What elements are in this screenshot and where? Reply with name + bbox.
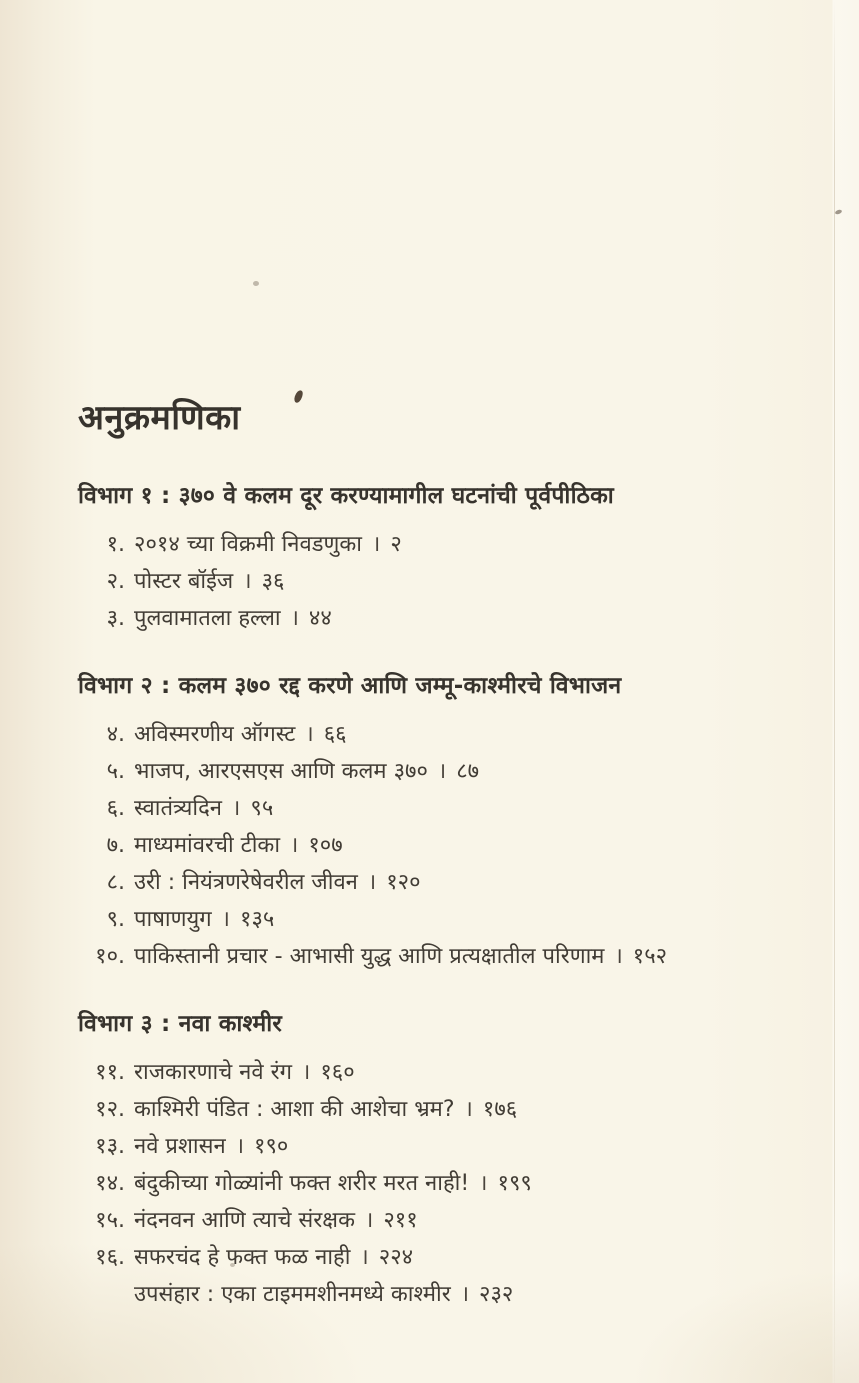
section-heading: विभाग ३ : नवा काश्मीर	[78, 1010, 283, 1037]
danda-separator: ।	[464, 1096, 473, 1122]
toc-row	[78, 526, 788, 563]
item-title: पुलवामातला हल्ला	[134, 605, 281, 631]
item-title: नवे प्रशासन	[134, 1133, 226, 1159]
item-number: ८.	[106, 869, 125, 895]
danda-separator: ।	[302, 1059, 311, 1085]
toc-row	[78, 716, 788, 753]
toc-row	[78, 1165, 788, 1202]
item-number: १.	[106, 531, 125, 557]
toc-row	[78, 864, 788, 901]
toc-content	[78, 398, 788, 1319]
item-number: ११.	[95, 1059, 125, 1085]
toc-row	[78, 1239, 788, 1276]
toc-section-3	[78, 1009, 788, 1313]
danda-separator: ।	[232, 795, 241, 821]
item-title: स्वातंत्र्यदिन	[134, 795, 223, 821]
item-number: ४.	[106, 721, 125, 747]
section-heading: विभाग २ : कलम ३७० रद्द करणे आणि जम्मू-काश्मीरचे विभाजन	[78, 672, 622, 699]
danda-separator: ।	[460, 1281, 470, 1307]
danda-separator: ।	[235, 1133, 245, 1159]
page-number: १७६	[482, 1096, 518, 1122]
page-number: १९९	[497, 1170, 532, 1196]
toc-row	[78, 1091, 788, 1128]
item-number: १४.	[95, 1170, 125, 1196]
page-number: ९५	[250, 795, 274, 821]
item-title: नंदनवन आणि त्याचे संरक्षक	[134, 1207, 355, 1233]
item-title: उरी : नियंत्रणरेषेवरील जीवन	[134, 869, 358, 895]
toc-row	[78, 827, 788, 864]
page-number: १२०	[386, 869, 421, 895]
danda-separator: ।	[372, 531, 381, 557]
page-number: २११	[383, 1207, 418, 1233]
item-number: ५.	[106, 758, 125, 784]
danda-separator: ।	[221, 906, 231, 932]
page-number: १९०	[254, 1133, 289, 1159]
danda-separator: ।	[364, 1207, 374, 1233]
page-number: १६०	[320, 1059, 355, 1085]
danda-separator: ।	[614, 943, 623, 969]
danda-separator: ।	[360, 1244, 369, 1270]
item-title: सफरचंद हे फक्त फळ नाही	[134, 1244, 351, 1270]
item-number: ७.	[106, 832, 125, 858]
item-number: १३.	[95, 1133, 125, 1159]
item-number: १२.	[95, 1096, 125, 1122]
section-heading: विभाग १ : ३७० वे कलम दूर करण्यामागील घटनांची पूर्वपीठिका	[78, 482, 614, 509]
toc-row	[78, 938, 788, 975]
page-number: ४४	[308, 605, 332, 631]
toc-row	[78, 901, 788, 938]
item-number: २.	[106, 568, 125, 594]
item-title: पोस्टर बॉईज	[134, 568, 234, 594]
toc-row	[78, 753, 788, 790]
page-number: २२४	[378, 1244, 414, 1270]
item-number: १०.	[95, 943, 125, 969]
item-number: ९.	[106, 906, 125, 932]
toc-section-2	[78, 671, 788, 975]
page-title: अनुक्रमणिका	[78, 398, 241, 438]
page-number: २	[390, 531, 402, 557]
danda-separator: ।	[290, 832, 299, 858]
item-title: भाजप, आरएसएस आणि कलम ३७०	[134, 758, 428, 784]
toc-row	[78, 600, 788, 637]
toc-row	[78, 1276, 788, 1313]
item-title: २०१४ च्या विक्रमी निवडणुका	[134, 531, 363, 557]
danda-separator: ।	[243, 568, 252, 594]
page-number: १०७	[308, 832, 343, 858]
item-title: पाषाणयुग	[134, 906, 212, 932]
toc-section-1	[78, 481, 788, 637]
item-title: पाकिस्तानी प्रचार - आभासी युद्ध आणि प्रत्यक्षातील परिणाम	[134, 943, 605, 969]
toc-row	[78, 790, 788, 827]
item-title: माध्यमांवरची टीका	[134, 832, 281, 858]
page-edge	[834, 0, 835, 1383]
toc-row	[78, 1054, 788, 1091]
toc-row	[78, 1128, 788, 1165]
item-number: ६.	[106, 795, 125, 821]
item-title: उपसंहार : एका टाइममशीनमध्ये काश्मीर	[134, 1281, 451, 1307]
danda-separator: ।	[367, 869, 377, 895]
danda-separator: ।	[305, 721, 314, 747]
item-title: बंदुकीच्या गोळ्यांनी फक्त शरीर मरत नाही!	[134, 1170, 470, 1196]
page-number: १३५	[240, 906, 275, 932]
danda-separator: ।	[479, 1170, 488, 1196]
toc-row	[78, 1202, 788, 1239]
page-number: २३२	[479, 1281, 514, 1307]
page-number: ६६	[323, 721, 347, 747]
item-title: राजकारणाचे नवे रंग	[134, 1059, 292, 1085]
page-number: ३६	[261, 568, 285, 594]
item-title: अविस्मरणीय ऑगस्ट	[134, 721, 296, 747]
page-number: ८७	[456, 758, 480, 784]
page-number: १५२	[632, 943, 668, 969]
item-number: ३.	[106, 605, 125, 631]
item-number: १५.	[95, 1207, 125, 1233]
ink-speck	[835, 209, 843, 215]
ink-speck	[253, 281, 259, 286]
toc-row	[78, 563, 788, 600]
danda-separator: ।	[437, 758, 447, 784]
item-number: १६.	[95, 1244, 125, 1270]
danda-separator: ।	[290, 605, 299, 631]
item-title: काश्मिरी पंडित : आशा की आशेचा भ्रम?	[134, 1096, 455, 1122]
